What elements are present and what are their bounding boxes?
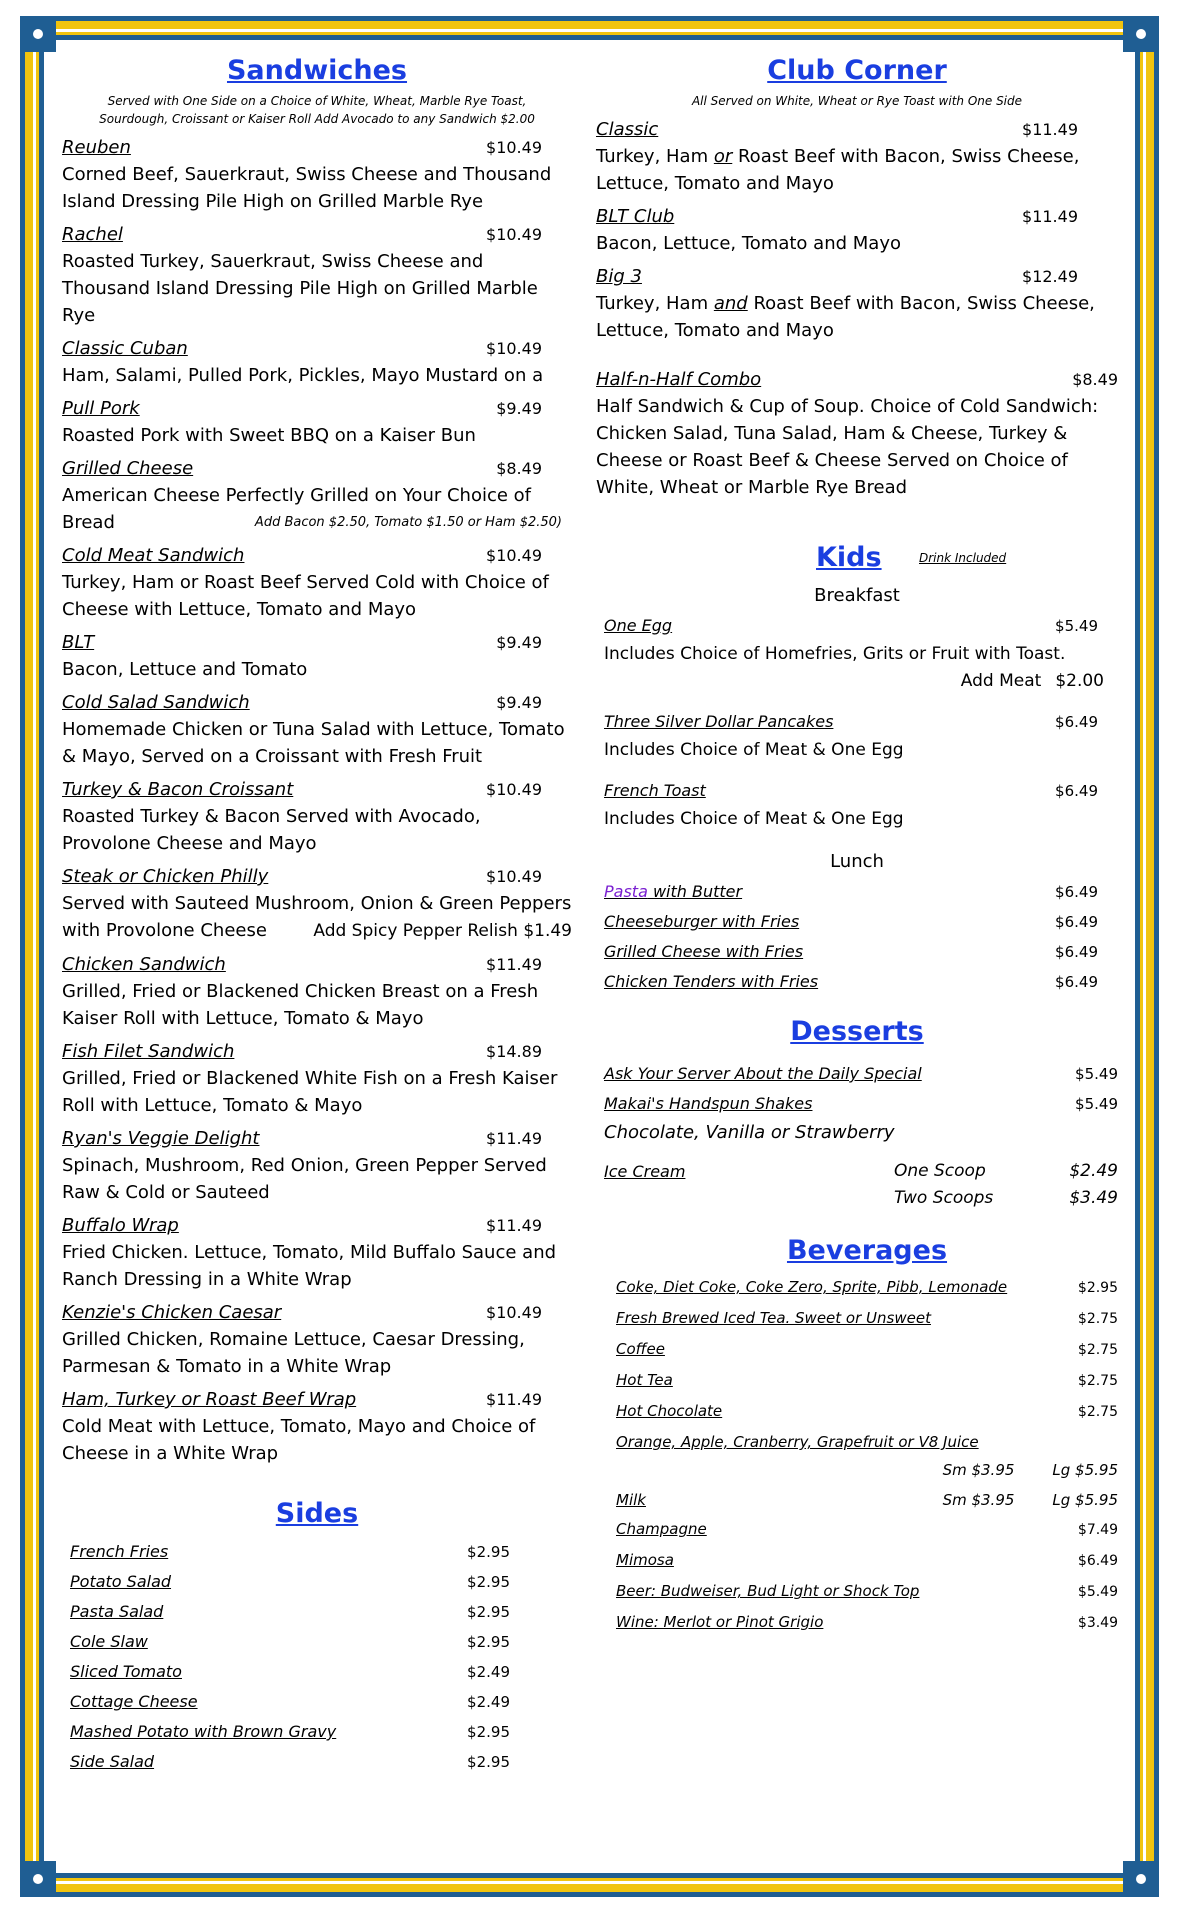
sandwich-item [62,689,572,770]
item-row [62,1212,572,1239]
item-name [604,877,742,907]
sandwich-item [62,1212,572,1293]
juice-large-price: Lg $5.95 [1052,1461,1118,1479]
beverage-list [596,1272,1118,1427]
item-name: Coke, Diet Coke, Coke Zero, Sprite, Pibb, Lemonade [616,1278,1008,1296]
item-name: French Fries [70,1542,169,1561]
item-name-rest: Grilled Cheese with Fries [604,942,804,961]
item-row [62,629,572,656]
item-desc: Cold Meat with Lettuce, Tomato, Mayo and Choice of Cheese in a White Wrap [62,1416,536,1464]
item-name [604,907,799,937]
item-price: $2.95 [467,1573,510,1591]
item-price: $10.49 [486,138,542,157]
item-price: $2.95 [467,1753,510,1771]
item-name: Potato Salad [70,1572,172,1591]
item-desc: Grilled Chicken, Romaine Lettuce, Caesar Dressing, Parmesan & Tomato in a White Wrap [62,1329,525,1377]
desserts-title: Desserts [790,1016,924,1047]
item-price: $5.49 [1075,1065,1118,1083]
club-item [596,263,1118,344]
desc-part: Turkey, Ham [596,293,714,314]
sandwiches-note [62,92,572,128]
item-name: Mimosa [616,1551,674,1569]
dessert-ice-cream [604,1158,1118,1212]
side-item [70,1717,510,1747]
item-price: $11.49 [486,1216,542,1235]
item-name: Side Salad [70,1752,155,1771]
item-price: $2.49 [467,1693,510,1711]
item-name-rest: Cheeseburger with Fries [604,912,800,931]
item-name: Grilled Cheese [62,458,194,479]
sandwich-item [62,1038,572,1119]
side-item [70,1657,510,1687]
item-name [604,967,818,997]
shake-flavors: Chocolate, Vanilla or Strawberry [604,1122,895,1143]
item-price: $10.49 [486,1303,542,1322]
item-name: Half-n-Half Combo [596,369,762,390]
item-price: $6.49 [1077,1553,1118,1569]
item-desc: Grilled, Fried or Blackened Chicken Breast on a Fresh Kaiser Roll with Lettuce, Tomato & Mayo [62,981,539,1029]
item-name: Classic Cuban [62,338,188,359]
item-price: $12.49 [1022,267,1078,286]
dessert-shakes [604,1089,1118,1119]
item-name: Pasta Salad [70,1602,164,1621]
item-price: $11.49 [1022,120,1078,139]
item-addon: Add Bacon $2.50, Tomato $1.50 or Ham $2.50) [254,515,562,530]
item-desc: Roasted Pork with Sweet BBQ on a Kaiser Bun [62,425,476,446]
item-price: $7.49 [1077,1522,1118,1538]
item-name: Rachel [62,224,123,245]
item-price: $6.49 [1055,943,1098,961]
item-name: Ask Your Server About the Daily Special [604,1064,922,1083]
side-item [70,1747,510,1777]
item-row [62,455,572,482]
sandwich-item [62,1299,572,1380]
sandwich-item [62,1125,572,1206]
desc-emphasis: and [713,293,748,314]
sides-list [62,1537,510,1777]
kids-lunch-item [604,877,1118,907]
drink-included-note: Drink Included [919,551,1007,565]
item-price: $10.49 [486,339,542,358]
kids-section [596,541,1118,997]
sides-title: Sides [275,1498,359,1529]
item-name: Mashed Potato with Brown Gravy [70,1722,337,1741]
item-price: $2.95 [467,1633,510,1651]
item-price: $8.49 [1072,370,1118,389]
beverage-item [616,1334,1118,1365]
item-name: Pull Pork [62,398,140,419]
item-name: Turkey & Bacon Croissant [62,779,294,800]
desc-part: Roast Beef with Bacon, Swiss Cheese, Lettuce, Tomato and Mayo [596,146,1080,194]
item-desc: Includes Choice of Meat & One Egg [604,809,904,829]
juice-item [596,1427,1118,1483]
item-name: Cole Slaw [70,1632,148,1651]
item-desc: Served with Sauteed Mushroom, Onion & Green Peppers [62,893,572,914]
item-desc: Ham, Salami, Pulled Pork, Pickles, Mayo Mustard on a [62,365,544,386]
sandwich-item [62,221,572,329]
item-row [62,1038,572,1065]
kids-lunch-item [604,907,1118,937]
item-row [596,263,1118,290]
beverage-item [616,1396,1118,1427]
item-price: $10.49 [486,546,542,565]
item-desc-extra: with Provolone Cheese [62,920,267,941]
sandwich-item [62,335,572,389]
item-row [62,1299,572,1326]
item-desc: Roasted Turkey & Bacon Served with Avocado, Provolone Cheese and Mayo [62,806,481,854]
item-desc: Homemade Chicken or Tuna Salad with Lettuce, Tomato & Mayo, Served on a Croissant with Fresh Fruit [62,719,565,767]
item-desc: Corned Beef, Sauerkraut, Swiss Cheese and Thousand Island Dressing Pile High on Grilled Marble Rye [62,164,552,212]
item-name: Cottage Cheese [70,1692,198,1711]
item-row [62,1386,572,1413]
item-name: Ham, Turkey or Roast Beef Wrap [62,1389,357,1410]
item-price: $5.49 [1075,1095,1118,1113]
side-item [70,1567,510,1597]
item-price: $6.49 [1055,713,1098,731]
sandwich-list [62,134,572,1467]
item-name-rest: Chicken Tenders with Fries [604,972,819,991]
beverages-title: Beverages [786,1235,948,1266]
juice-small-price: Sm $3.95 [942,1461,1015,1479]
item-price: $2.75 [1077,1404,1118,1420]
alcohol-item [616,1545,1118,1576]
sandwich-item [62,395,572,449]
item-price: $3.49 [1077,1615,1118,1631]
item-name: Wine: Merlot or Pinot Grigio [616,1613,824,1631]
item-name: Hot Tea [616,1371,673,1389]
sandwich-item [62,629,572,683]
desc-emphasis: or [713,146,733,167]
right-column [596,54,1118,1638]
item-name: Kenzie's Chicken Caesar [62,1302,282,1323]
left-column [62,54,572,1777]
beverage-item [616,1365,1118,1396]
milk-large-price: Lg $5.95 [1052,1491,1118,1509]
alcohol-list [596,1514,1118,1638]
one-scoop-price: $2.49 [1069,1161,1118,1181]
desc-part: Roast Beef with Bacon, Swiss Cheese, Lettuce, Tomato and Mayo [596,293,1095,341]
item-desc [596,143,1118,197]
item-price: $2.95 [1077,1280,1118,1296]
item-row [62,951,572,978]
sandwich-item [62,455,572,536]
item-name: Cold Meat Sandwich [62,545,245,566]
sandwiches-title: Sandwiches [226,55,408,86]
kids-lunch-item [604,967,1118,997]
item-price: $10.49 [486,780,542,799]
item-desc: Grilled, Fried or Blackened White Fish on a Fresh Kaiser Roll with Lettuce, Tomato & Mayo [62,1068,558,1116]
item-name [604,937,803,967]
item-name: Ryan's Veggie Delight [62,1128,260,1149]
sandwich-item [62,863,572,945]
item-row [62,221,572,248]
item-name: Coffee [616,1340,665,1358]
beverage-item [616,1272,1118,1303]
item-name: Champagne [616,1520,707,1538]
item-price: $2.95 [467,1723,510,1741]
menu-content [48,44,1131,1869]
item-row [604,776,1118,806]
milk-item [596,1487,1118,1514]
item-name: Big 3 [596,266,642,287]
item-row [62,863,572,890]
item-desc: Turkey, Ham or Roast Beef Served Cold with Choice of Cheese with Lettuce, Tomato and Mayo [62,572,549,620]
add-meat-price: $2.00 [1055,671,1104,691]
item-price: $6.49 [1055,973,1098,991]
sandwich-item [62,134,572,215]
item-price: $9.49 [496,693,542,712]
item-row [62,395,572,422]
kids-breakfast-item [604,707,1118,764]
item-name: Buffalo Wrap [62,1215,179,1236]
item-row [596,203,1118,230]
desc-part: Turkey, Ham [596,146,714,167]
club-corner-title: Club Corner [767,55,947,86]
desserts-section [596,1015,1118,1212]
item-price: $2.75 [1077,1373,1118,1389]
sandwiches-note-line2: Sourdough, Croissant or Kaiser Roll Add Avocado to any Sandwich $2.00 [99,112,535,126]
item-name: Fish Filet Sandwich [62,1041,235,1062]
item-desc: Half Sandwich & Cup of Soup. Choice of Cold Sandwich: Chicken Salad, Tuna Salad, Ham & Cheese, Turkey & Cheese or Roast Beef & Cheese Served on Choice of White, Wheat or Marble Rye Bread [596,396,1099,498]
club-list [596,116,1118,344]
alcohol-item [616,1514,1118,1545]
item-name: Three Silver Dollar Pancakes [604,712,834,731]
kids-lunch-list [596,877,1118,997]
sandwich-item [62,951,572,1032]
kids-title: Kids [816,542,882,573]
item-row [62,134,572,161]
alcohol-item [616,1607,1118,1638]
sandwich-item [62,542,572,623]
add-meat-row [604,668,1118,695]
item-price: $2.75 [1077,1311,1118,1327]
item-price: $9.49 [496,633,542,652]
item-name: Beer: Budweiser, Bud Light or Shock Top [616,1582,920,1600]
item-price: $11.49 [486,955,542,974]
item-name-rest: with Butter [647,882,743,901]
item-name: BLT [62,632,95,653]
side-item [70,1537,510,1567]
item-row [62,542,572,569]
item-desc: Fried Chicken. Lettuce, Tomato, Mild Buffalo Sauce and Ranch Dressing in a White Wrap [62,1242,557,1290]
sandwich-item [62,776,572,857]
kids-lunch-item [604,937,1118,967]
dessert-special [604,1059,1118,1089]
item-desc: Includes Choice of Homefries, Grits or Fruit with Toast. [604,644,1066,664]
item-name: Classic [596,119,659,140]
item-name: French Toast [604,781,706,800]
item-price: $11.49 [486,1390,542,1409]
item-addon: Add Spicy Pepper Relish $1.49 [313,921,572,941]
item-price: $11.49 [1022,207,1078,226]
item-price: $5.49 [1055,617,1098,635]
sandwiches-note-line1: Served with One Side on a Choice of White, Wheat, Marble Rye Toast, [107,94,527,108]
item-row [62,1125,572,1152]
item-price: $10.49 [486,225,542,244]
item-price: $6.49 [1055,782,1098,800]
item-price: $5.49 [1077,1584,1118,1600]
club-note: All Served on White, Wheat or Rye Toast with One Side [691,94,1023,108]
item-row [62,335,572,362]
item-price: $9.49 [496,399,542,418]
item-price: $2.75 [1077,1342,1118,1358]
combo-item [596,366,1118,501]
item-desc [596,290,1118,344]
item-name: BLT Club [596,206,675,227]
item-desc: Roasted Turkey, Sauerkraut, Swiss Cheese and Thousand Island Dressing Pile High on Grilled Marble Rye [62,251,538,326]
item-desc: Spinach, Mushroom, Red Onion, Green Pepper Served Raw & Cold or Sauteed [62,1155,547,1203]
item-row [604,611,1118,641]
item-name: Sliced Tomato [70,1662,182,1681]
item-name-highlight: Pasta [604,882,648,901]
side-item [70,1687,510,1717]
milk-small-price: Sm $3.95 [942,1491,1015,1509]
breakfast-label: Breakfast [814,585,900,606]
item-name: Milk [616,1491,646,1509]
item-name: Fresh Brewed Iced Tea. Sweet or Unsweet [616,1309,931,1327]
item-name: Chicken Sandwich [62,954,226,975]
item-desc: Bacon, Lettuce and Tomato [62,659,308,680]
club-item [596,203,1118,257]
item-price: $10.49 [486,867,542,886]
item-price: $6.49 [1055,883,1098,901]
item-price: $2.95 [467,1603,510,1621]
item-row [62,689,572,716]
beverage-item [616,1303,1118,1334]
item-row [604,707,1118,737]
item-desc: Includes Choice of Meat & One Egg [604,740,904,760]
item-name: Hot Chocolate [616,1402,723,1420]
desc-part: Bacon, Lettuce, Tomato and Mayo [596,233,901,254]
club-item [596,116,1118,197]
two-scoop-label: Two Scoops [894,1188,994,1208]
item-name: One Egg [604,616,673,635]
kids-breakfast-item [604,611,1118,695]
item-price: $14.89 [486,1042,542,1061]
item-price: $2.49 [467,1663,510,1681]
item-row [596,116,1118,143]
side-item [70,1627,510,1657]
item-row [62,776,572,803]
item-name: Cold Salad Sandwich [62,692,250,713]
item-price: $11.49 [486,1129,542,1148]
item-name: Ice Cream [604,1162,686,1181]
one-scoop-label: One Scoop [894,1161,986,1181]
item-row-extra [62,917,572,945]
item-name: Makai's Handspun Shakes [604,1094,813,1113]
item-desc [596,230,1118,257]
lunch-label: Lunch [830,851,884,872]
kids-breakfast-list [596,611,1118,833]
alcohol-item [616,1576,1118,1607]
item-name: Reuben [62,137,131,158]
beverages-section [596,1234,1118,1638]
item-name: Orange, Apple, Cranberry, Grapefruit or V8 Juice [616,1433,979,1451]
side-item [70,1597,510,1627]
kids-breakfast-item [604,776,1118,833]
item-price: $8.49 [496,459,542,478]
add-meat-label: Add Meat [960,671,1042,691]
item-desc: American Cheese Perfectly Grilled on Your Choice of Bread [62,485,532,533]
sandwich-item [62,1386,572,1467]
two-scoop-price: $3.49 [1069,1188,1118,1208]
item-name: Steak or Chicken Philly [62,866,269,887]
item-price: $6.49 [1055,913,1098,931]
item-price: $2.95 [467,1543,510,1561]
